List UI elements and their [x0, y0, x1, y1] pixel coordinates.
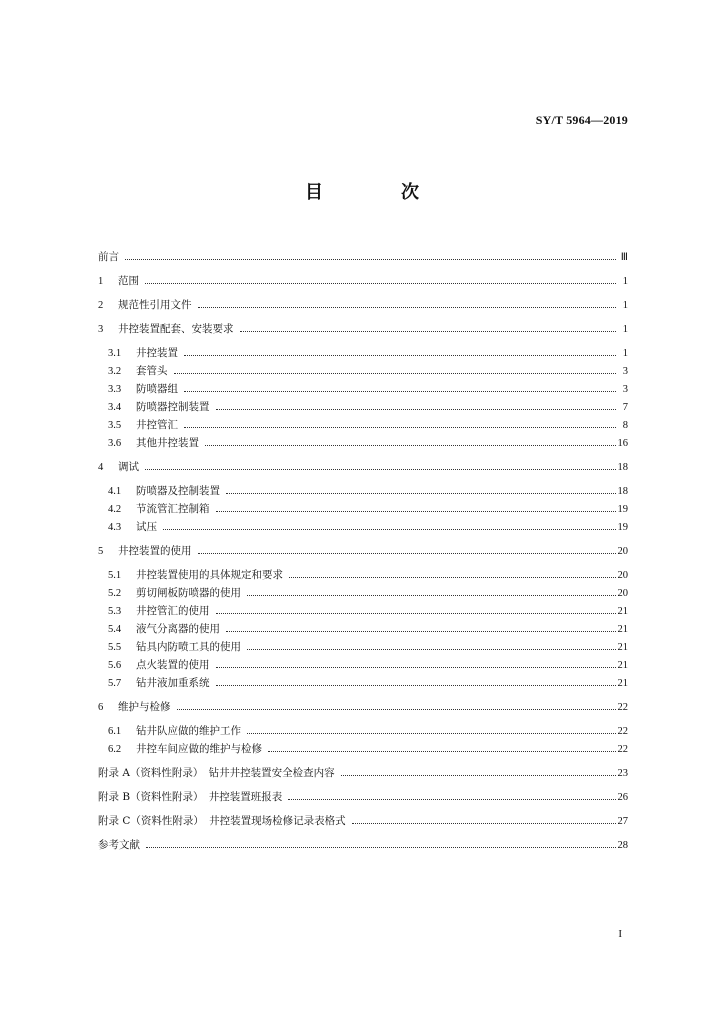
toc-entry-page: 22 — [617, 702, 628, 713]
toc-entry-label: 附录 C（资料性附录） 井控装置现场检修记录表格式 — [98, 815, 346, 827]
toc-entry-label: 维护与检修 — [118, 701, 171, 713]
toc-entry-label: 附录 B（资料性附录） 井控装置班报表 — [98, 791, 283, 803]
toc-leader-dots — [184, 418, 616, 428]
toc-entry-page: 19 — [617, 522, 628, 533]
toc-entry-page: 18 — [617, 462, 628, 473]
toc-entry-number: 3.3 — [108, 384, 122, 395]
toc-entry-label: 井控管汇 — [136, 419, 178, 431]
toc-entry-number: 2 — [98, 300, 104, 311]
toc-entry[interactable] — [108, 400, 628, 415]
toc-leader-dots — [268, 742, 616, 752]
toc-entry-number: 3.6 — [108, 438, 122, 449]
toc-entry-label: 井控车间应做的维护与检修 — [136, 743, 262, 755]
toc-entry-number: 3.5 — [108, 420, 122, 431]
toc-entry-page: 20 — [617, 588, 628, 599]
toc-entry-page: 16 — [617, 438, 628, 449]
toc-leader-dots — [146, 838, 616, 848]
toc-entry[interactable] — [108, 742, 628, 757]
toc-leader-dots — [341, 766, 616, 776]
toc-leader-dots — [216, 658, 616, 668]
toc-entry[interactable] — [108, 436, 628, 451]
toc-entry-number: 4 — [98, 462, 104, 473]
toc-leader-dots — [145, 460, 616, 470]
toc-entry[interactable] — [108, 346, 628, 361]
toc-entry-label: 调试 — [118, 461, 139, 473]
toc-entry[interactable] — [98, 790, 628, 805]
toc-entry-page: 22 — [617, 726, 628, 737]
toc-entry-label: 井控装置配套、安装要求 — [118, 323, 234, 335]
toc-entry-page: 20 — [617, 546, 628, 557]
toc-entry-page: 1 — [622, 348, 628, 359]
toc-entry-number: 5.7 — [108, 678, 122, 689]
standard-code: SY/T 5964—2019 — [535, 113, 628, 127]
toc-entry-page: 8 — [622, 420, 628, 431]
page-title: 目 次 — [305, 182, 449, 203]
toc-leader-dots — [145, 274, 616, 284]
toc-entry[interactable] — [108, 484, 628, 499]
toc-entry-page: 7 — [622, 402, 628, 413]
toc-entry-label: 井控装置的使用 — [118, 545, 192, 557]
toc-entry-page: 1 — [622, 276, 628, 287]
toc-entry[interactable] — [108, 658, 628, 673]
toc-entry-page: 27 — [617, 816, 628, 827]
toc-leader-dots — [216, 502, 616, 512]
toc-entry-page: 21 — [617, 624, 628, 635]
toc-entry-number: 4.1 — [108, 486, 122, 497]
toc-leader-dots — [163, 520, 616, 530]
toc-entry-number: 3.4 — [108, 402, 122, 413]
toc-leader-dots — [288, 790, 615, 800]
toc-entry[interactable] — [108, 520, 628, 535]
toc-entry-label: 套管头 — [136, 365, 168, 377]
toc-entry-label: 防喷器及控制装置 — [136, 485, 220, 497]
toc-entry-label: 钻井队应做的维护工作 — [136, 725, 241, 737]
toc-entry[interactable] — [108, 640, 628, 655]
toc-entry-page: 1 — [622, 324, 628, 335]
toc-entry-label: 剪切闸板防喷器的使用 — [136, 587, 241, 599]
toc-entry-label: 井控装置 — [136, 347, 178, 359]
toc-leader-dots — [198, 544, 616, 554]
toc-entry[interactable] — [98, 766, 628, 781]
toc-entry-number: 1 — [98, 276, 104, 287]
toc-entry-number: 4.2 — [108, 504, 122, 515]
toc-entry[interactable] — [108, 676, 628, 691]
toc-entry-label: 钻具内防喷工具的使用 — [136, 641, 241, 653]
toc-leader-dots — [247, 586, 616, 596]
toc-entry-number: 6 — [98, 702, 104, 713]
toc-entry-page: 18 — [617, 486, 628, 497]
toc-entry-page: 28 — [617, 840, 628, 851]
toc-entry-label: 其他井控装置 — [136, 437, 199, 449]
toc-entry-label: 井控管汇的使用 — [136, 605, 210, 617]
toc-entry-number: 5.1 — [108, 570, 122, 581]
toc-entry-page: 3 — [622, 366, 628, 377]
toc-entry[interactable] — [98, 460, 628, 475]
toc-entry-number: 3 — [98, 324, 104, 335]
toc-leader-dots — [247, 724, 616, 734]
toc-entry-number: 5.6 — [108, 660, 122, 671]
toc-entry-page: Ⅲ — [620, 252, 628, 263]
toc-entry[interactable] — [98, 250, 628, 265]
toc-leader-dots — [174, 364, 617, 374]
toc-leader-dots — [125, 250, 616, 260]
toc-entry-number: 3.2 — [108, 366, 122, 377]
toc-entry-number: 4.3 — [108, 522, 122, 533]
toc-leader-dots — [226, 484, 616, 494]
toc-entry-page: 23 — [617, 768, 628, 779]
toc-entry-label: 防喷器组 — [136, 383, 178, 395]
toc-entry-label: 井控装置使用的具体规定和要求 — [136, 569, 283, 581]
toc-entry-page: 21 — [617, 606, 628, 617]
toc-leader-dots — [216, 400, 617, 410]
toc-entry-page: 19 — [617, 504, 628, 515]
toc-entry[interactable] — [108, 502, 628, 517]
toc-entry[interactable] — [108, 586, 628, 601]
toc-entry-page: 21 — [617, 642, 628, 653]
toc-entry-page: 3 — [622, 384, 628, 395]
toc-entry-number: 5 — [98, 546, 104, 557]
toc-entry-label: 节流管汇控制箱 — [136, 503, 210, 515]
toc-entry-label: 防喷器控制装置 — [136, 401, 210, 413]
toc-entry[interactable] — [98, 322, 628, 337]
toc-entry-number: 5.4 — [108, 624, 122, 635]
toc-entry-label: 液气分离器的使用 — [136, 623, 220, 635]
toc-entry-number: 5.2 — [108, 588, 122, 599]
toc-entry-number: 6.2 — [108, 744, 122, 755]
toc-entry[interactable] — [98, 700, 628, 715]
toc-entry[interactable] — [108, 568, 628, 583]
toc-entry-page: 20 — [617, 570, 628, 581]
toc-entry-label: 附录 A（资料性附录） 钻井井控装置安全检查内容 — [98, 767, 335, 779]
toc-entry-number: 3.1 — [108, 348, 122, 359]
toc-entry[interactable] — [108, 622, 628, 637]
toc-entry-page: 26 — [617, 792, 628, 803]
footer-page-number: I — [618, 928, 622, 940]
toc-leader-dots — [205, 436, 616, 446]
toc-entry-label: 范围 — [118, 275, 139, 287]
toc-leader-dots — [184, 382, 616, 392]
toc-entry-number: 5.5 — [108, 642, 122, 653]
toc-entry[interactable] — [108, 382, 628, 397]
toc-leader-dots — [177, 700, 616, 710]
toc-leader-dots — [198, 298, 617, 308]
toc-entry-label: 点火装置的使用 — [136, 659, 210, 671]
toc-entry[interactable] — [98, 838, 628, 853]
toc-entry-label: 钻井液加重系统 — [136, 677, 210, 689]
toc-entry-page: 22 — [617, 744, 628, 755]
toc-entry[interactable] — [98, 814, 628, 829]
toc-entry[interactable] — [108, 364, 628, 379]
toc-entry-label: 参考文献 — [98, 839, 140, 851]
toc-entry-label: 前言 — [98, 251, 119, 263]
toc-entry[interactable] — [108, 604, 628, 619]
toc-leader-dots — [240, 322, 617, 332]
toc-entry[interactable] — [98, 298, 628, 313]
toc-entry-page: 21 — [617, 678, 628, 689]
toc-entry[interactable] — [108, 724, 628, 739]
toc-entry-label: 规范性引用文件 — [118, 299, 192, 311]
toc-leader-dots — [289, 568, 616, 578]
toc-leader-dots — [352, 814, 616, 824]
toc-leader-dots — [216, 676, 616, 686]
toc-entry-page: 21 — [617, 660, 628, 671]
toc-leader-dots — [226, 622, 616, 632]
toc-entry[interactable] — [98, 274, 628, 289]
toc-entry-page: 1 — [622, 300, 628, 311]
toc-entry-label: 试压 — [136, 521, 157, 533]
toc-leader-dots — [184, 346, 616, 356]
toc-entry[interactable] — [108, 418, 628, 433]
toc-leader-dots — [247, 640, 616, 650]
toc-entry-number: 5.3 — [108, 606, 122, 617]
toc-entry[interactable] — [98, 544, 628, 559]
toc-entry-number: 6.1 — [108, 726, 122, 737]
toc-leader-dots — [216, 604, 616, 614]
